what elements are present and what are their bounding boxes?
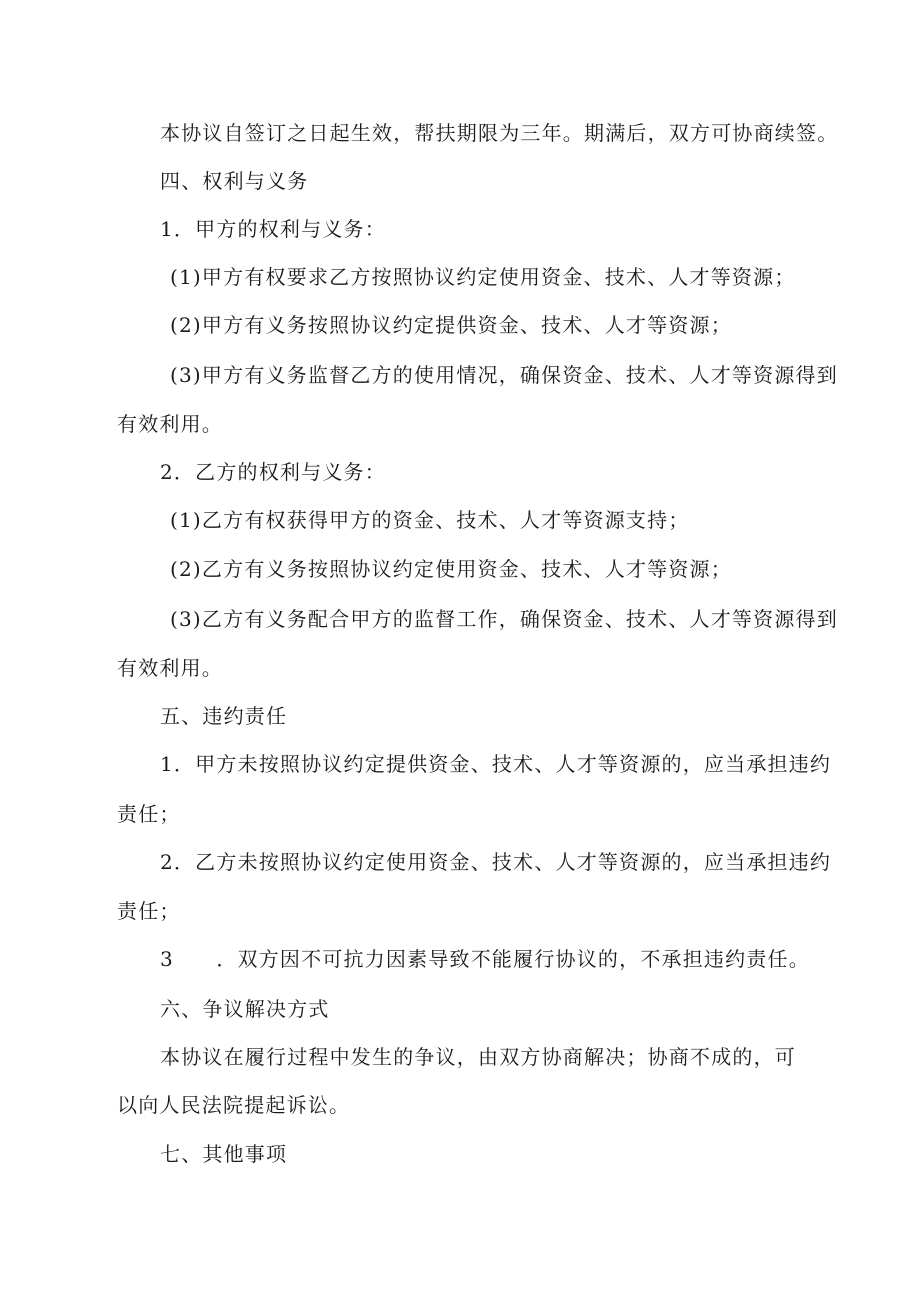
dispute-paragraph-continued: 以向人民法院提起诉讼。: [117, 1093, 351, 1117]
dispute-paragraph: 本协议在履行过程中发生的争议，由双方协商解决；协商不成的，可: [160, 1045, 796, 1069]
breach-item-2: 2．乙方未按照协议约定使用资金、技术、人才等资源的，应当承担违约: [160, 850, 832, 874]
breach-item-2-continued: 责任；: [117, 899, 181, 923]
section-heading-breach-liability: 五、违约责任: [160, 704, 288, 728]
party-a-item-3-continued: 有效利用。: [117, 412, 223, 436]
paragraph-effective-date: 本协议自签订之日起生效，帮扶期限为三年。期满后，双方可协商续签。: [160, 121, 839, 145]
party-b-item-3: (3)乙方有义务配合甲方的监督工作，确保资金、技术、人才等资源得到: [170, 607, 838, 631]
party-a-item-1: (1)甲方有权要求乙方按照协议约定使用资金、技术、人才等资源；: [170, 265, 796, 289]
section-heading-dispute-resolution: 六、争议解决方式: [160, 997, 330, 1021]
breach-item-3: 3 ．双方因不可抗力因素导致不能履行协议的，不承担违约责任。: [160, 947, 810, 971]
subheading-party-b: 2．乙方的权利与义务：: [160, 460, 386, 484]
party-b-item-2: (2)乙方有义务按照协议约定使用资金、技术、人才等资源；: [170, 557, 732, 581]
section-heading-rights-obligations: 四、权利与义务: [160, 169, 309, 193]
subheading-party-a: 1．甲方的权利与义务：: [160, 217, 386, 241]
breach-item-1: 1．甲方未按照协议约定提供资金、技术、人才等资源的，应当承担违约: [160, 752, 832, 776]
breach-item-1-continued: 责任；: [117, 802, 181, 826]
party-a-item-2: (2)甲方有义务按照协议约定提供资金、技术、人才等资源；: [170, 313, 732, 337]
party-b-item-3-continued: 有效利用。: [117, 656, 223, 680]
party-b-item-1: (1)乙方有权获得甲方的资金、技术、人才等资源支持；: [170, 508, 690, 532]
party-a-item-3: (3)甲方有义务监督乙方的使用情况，确保资金、技术、人才等资源得到: [170, 363, 838, 387]
section-heading-other-matters: 七、其他事项: [160, 1142, 288, 1166]
